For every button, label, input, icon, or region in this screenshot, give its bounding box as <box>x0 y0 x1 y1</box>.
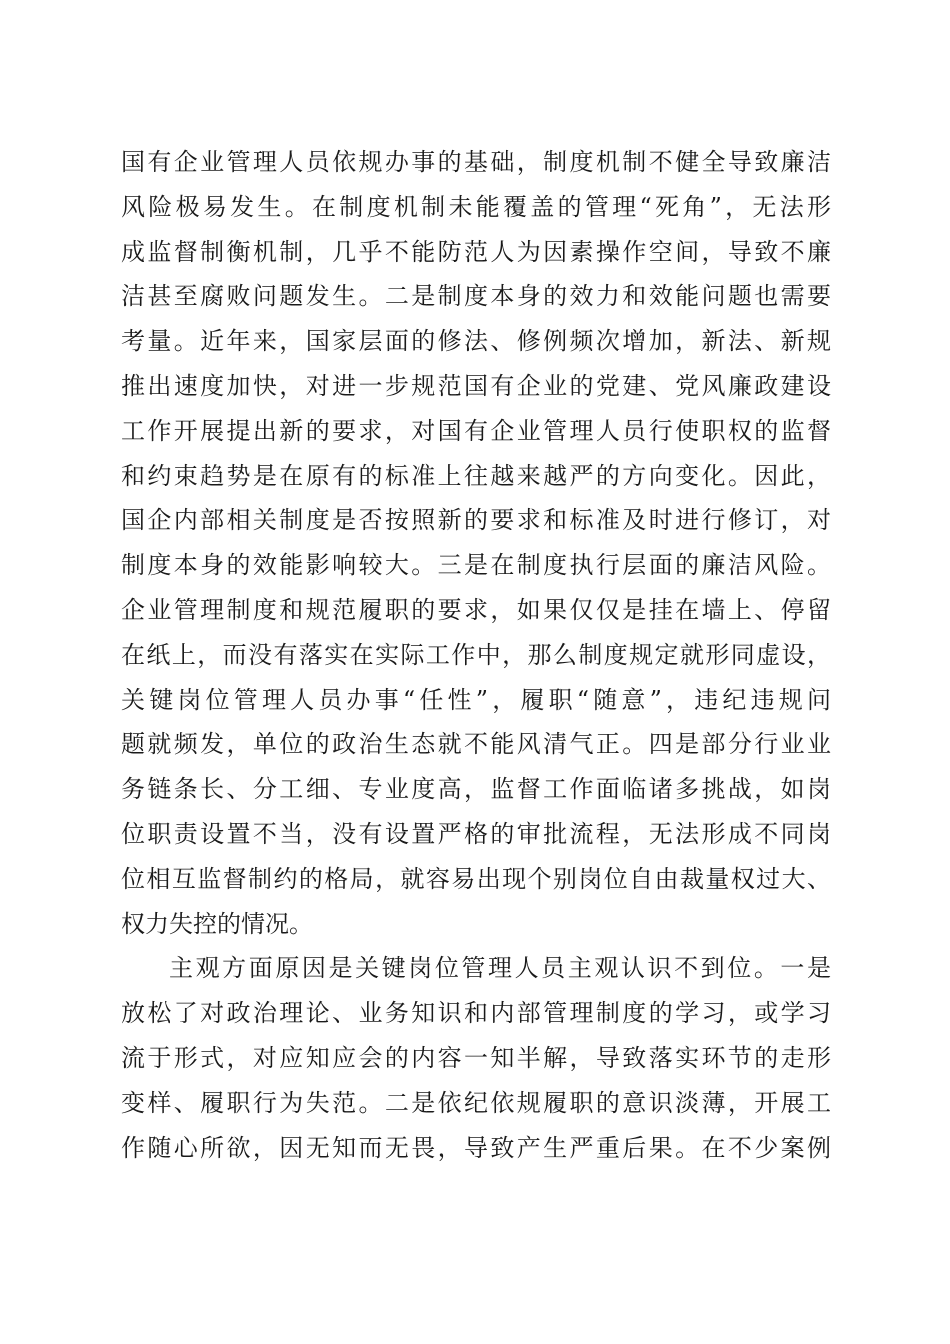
text-line: 国企内部相关制度是否按照新的要求和标准及时进行修订，对 <box>121 506 831 535</box>
text-line: 国有企业管理人员依规办事的基础，制度机制不健全导致廉洁 <box>121 148 831 176</box>
paragraph-start-line: 主观方面原因是关键岗位管理人员主观认识不到位。一是 <box>169 954 831 983</box>
text-line: 题就频发，单位的政治生态就不能风清气正。四是部分行业业 <box>121 730 831 759</box>
text-line: 和约束趋势是在原有的标准上往越来越严的方向变化。因此， <box>121 461 831 490</box>
text-line: 企业管理制度和规范履职的要求，如果仅仅是挂在墙上、停留 <box>121 595 831 624</box>
text-line: 作随心所欲，因无知而无畏，导致产生严重后果。在不少案例 <box>121 1133 831 1162</box>
text-line: 在纸上，而没有落实在实际工作中，那么制度规定就形同虚设， <box>121 640 831 669</box>
text-line: 成监督制衡机制，几乎不能防范人为因素操作空间，导致不廉 <box>121 237 831 266</box>
text-line: 工作开展提出新的要求，对国有企业管理人员行使职权的监督 <box>121 416 831 445</box>
text-line: 推出速度加快，对进一步规范国有企业的党建、党风廉政建设 <box>121 371 831 400</box>
text-line: 位相互监督制约的格局，就容易出现个别岗位自由裁量权过大、 <box>121 864 831 893</box>
text-line: 放松了对政治理论、业务知识和内部管理制度的学习，或学习 <box>121 999 831 1028</box>
paragraph-end-line: 权力失控的情况。 <box>121 909 313 938</box>
text-line: 流于形式，对应知应会的内容一知半解，导致落实环节的走形 <box>121 1043 831 1072</box>
text-line: 考量。近年来，国家层面的修法、修例频次增加，新法、新规 <box>121 327 831 356</box>
text-line: 务链条长、分工细、专业度高，监督工作面临诸多挑战，如岗 <box>121 775 831 804</box>
text-line: 洁甚至腐败问题发生。二是制度本身的效力和效能问题也需要 <box>121 282 831 311</box>
text-line: 变样、履职行为失范。二是依纪依规履职的意识淡薄，开展工 <box>121 1088 831 1117</box>
text-line: 关键岗位管理人员办事“任性”，履职“随意”，违纪违规问 <box>121 685 831 714</box>
text-line: 位职责设置不当，没有设置严格的审批流程，无法形成不同岗 <box>121 819 831 848</box>
body-text <box>121 140 831 1170</box>
text-line: 制度本身的效能影响较大。三是在制度执行层面的廉洁风险。 <box>121 551 831 580</box>
text-line: 风险极易发生。在制度机制未能覆盖的管理“死角”，无法形 <box>121 192 831 221</box>
